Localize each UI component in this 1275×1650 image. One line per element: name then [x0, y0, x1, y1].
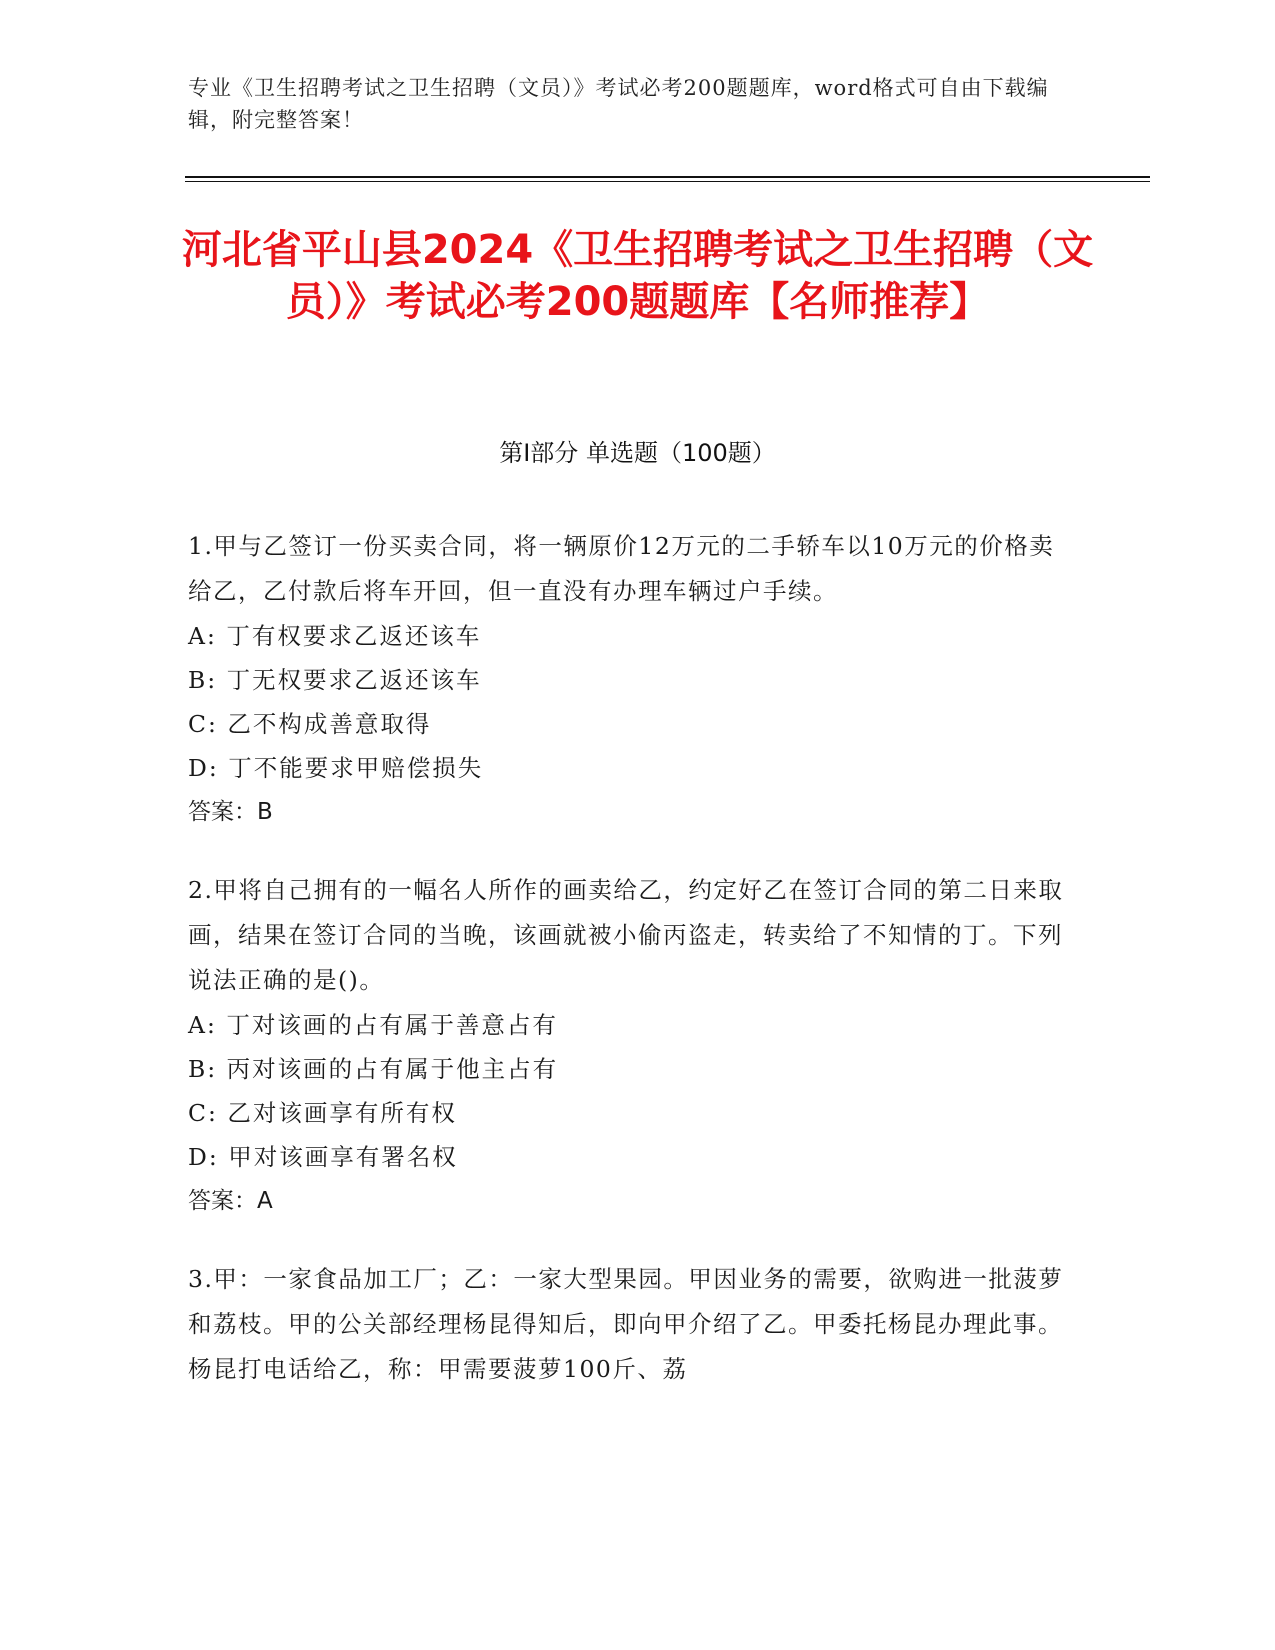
option-c: C: 乙不构成善意取得 — [188, 710, 432, 738]
option-d: D: 甲对该画享有署名权 — [188, 1143, 458, 1171]
header-rule-thin — [185, 181, 1150, 182]
option-a: A: 丁对该画的占有属于善意占有 — [188, 1011, 558, 1039]
question-stem: 3.甲：一家食品加工厂；乙：一家大型果园。甲因业务的需要，欲购进一批菠萝和荔枝。甲的公关部经理杨昆得知后，即向甲介绍了乙。甲委托杨昆办理此事。杨昆打电话给乙，称：甲需要菠萝100斤、荔 — [188, 1265, 1064, 1383]
option-c: C: 乙对该画享有所有权 — [188, 1099, 457, 1127]
header-note: 专业《卫生招聘考试之卫生招聘（文员）》考试必考200题题库，word格式可自由下载编辑，附完整答案！ — [188, 76, 1049, 132]
document-title: 河北省平山县2024《卫生招聘考试之卫生招聘（文员）》考试必考200题题库【名师推荐】 — [181, 227, 1094, 325]
question-list — [188, 524, 1068, 1426]
question-2 — [188, 868, 1068, 1223]
section-heading: 第Ⅰ部分 单选题（100题） — [499, 439, 776, 467]
answer: 答案：B — [188, 799, 273, 825]
option-a: A: 丁有权要求乙返还该车 — [188, 622, 482, 650]
option-d: D: 丁不能要求甲赔偿损失 — [188, 754, 484, 782]
question-1 — [188, 524, 1068, 834]
header-rule — [185, 176, 1150, 178]
question-3 — [188, 1257, 1068, 1392]
answer: 答案：A — [188, 1188, 273, 1214]
option-b: B: 丙对该画的占有属于他主占有 — [188, 1055, 559, 1083]
option-b: B: 丁无权要求乙返还该车 — [188, 666, 482, 694]
question-stem: 1.甲与乙签订一份买卖合同，将一辆原价12万元的二手轿车以10万元的价格卖给乙，乙付款后将车开回，但一直没有办理车辆过户手续。 — [188, 532, 1055, 605]
question-stem: 2.甲将自己拥有的一幅名人所作的画卖给乙，约定好乙在签订合同的第二日来取画，结果在签订合同的当晚，该画就被小偷丙盗走，转卖给了不知情的丁。下列说法正确的是()。 — [188, 876, 1064, 994]
